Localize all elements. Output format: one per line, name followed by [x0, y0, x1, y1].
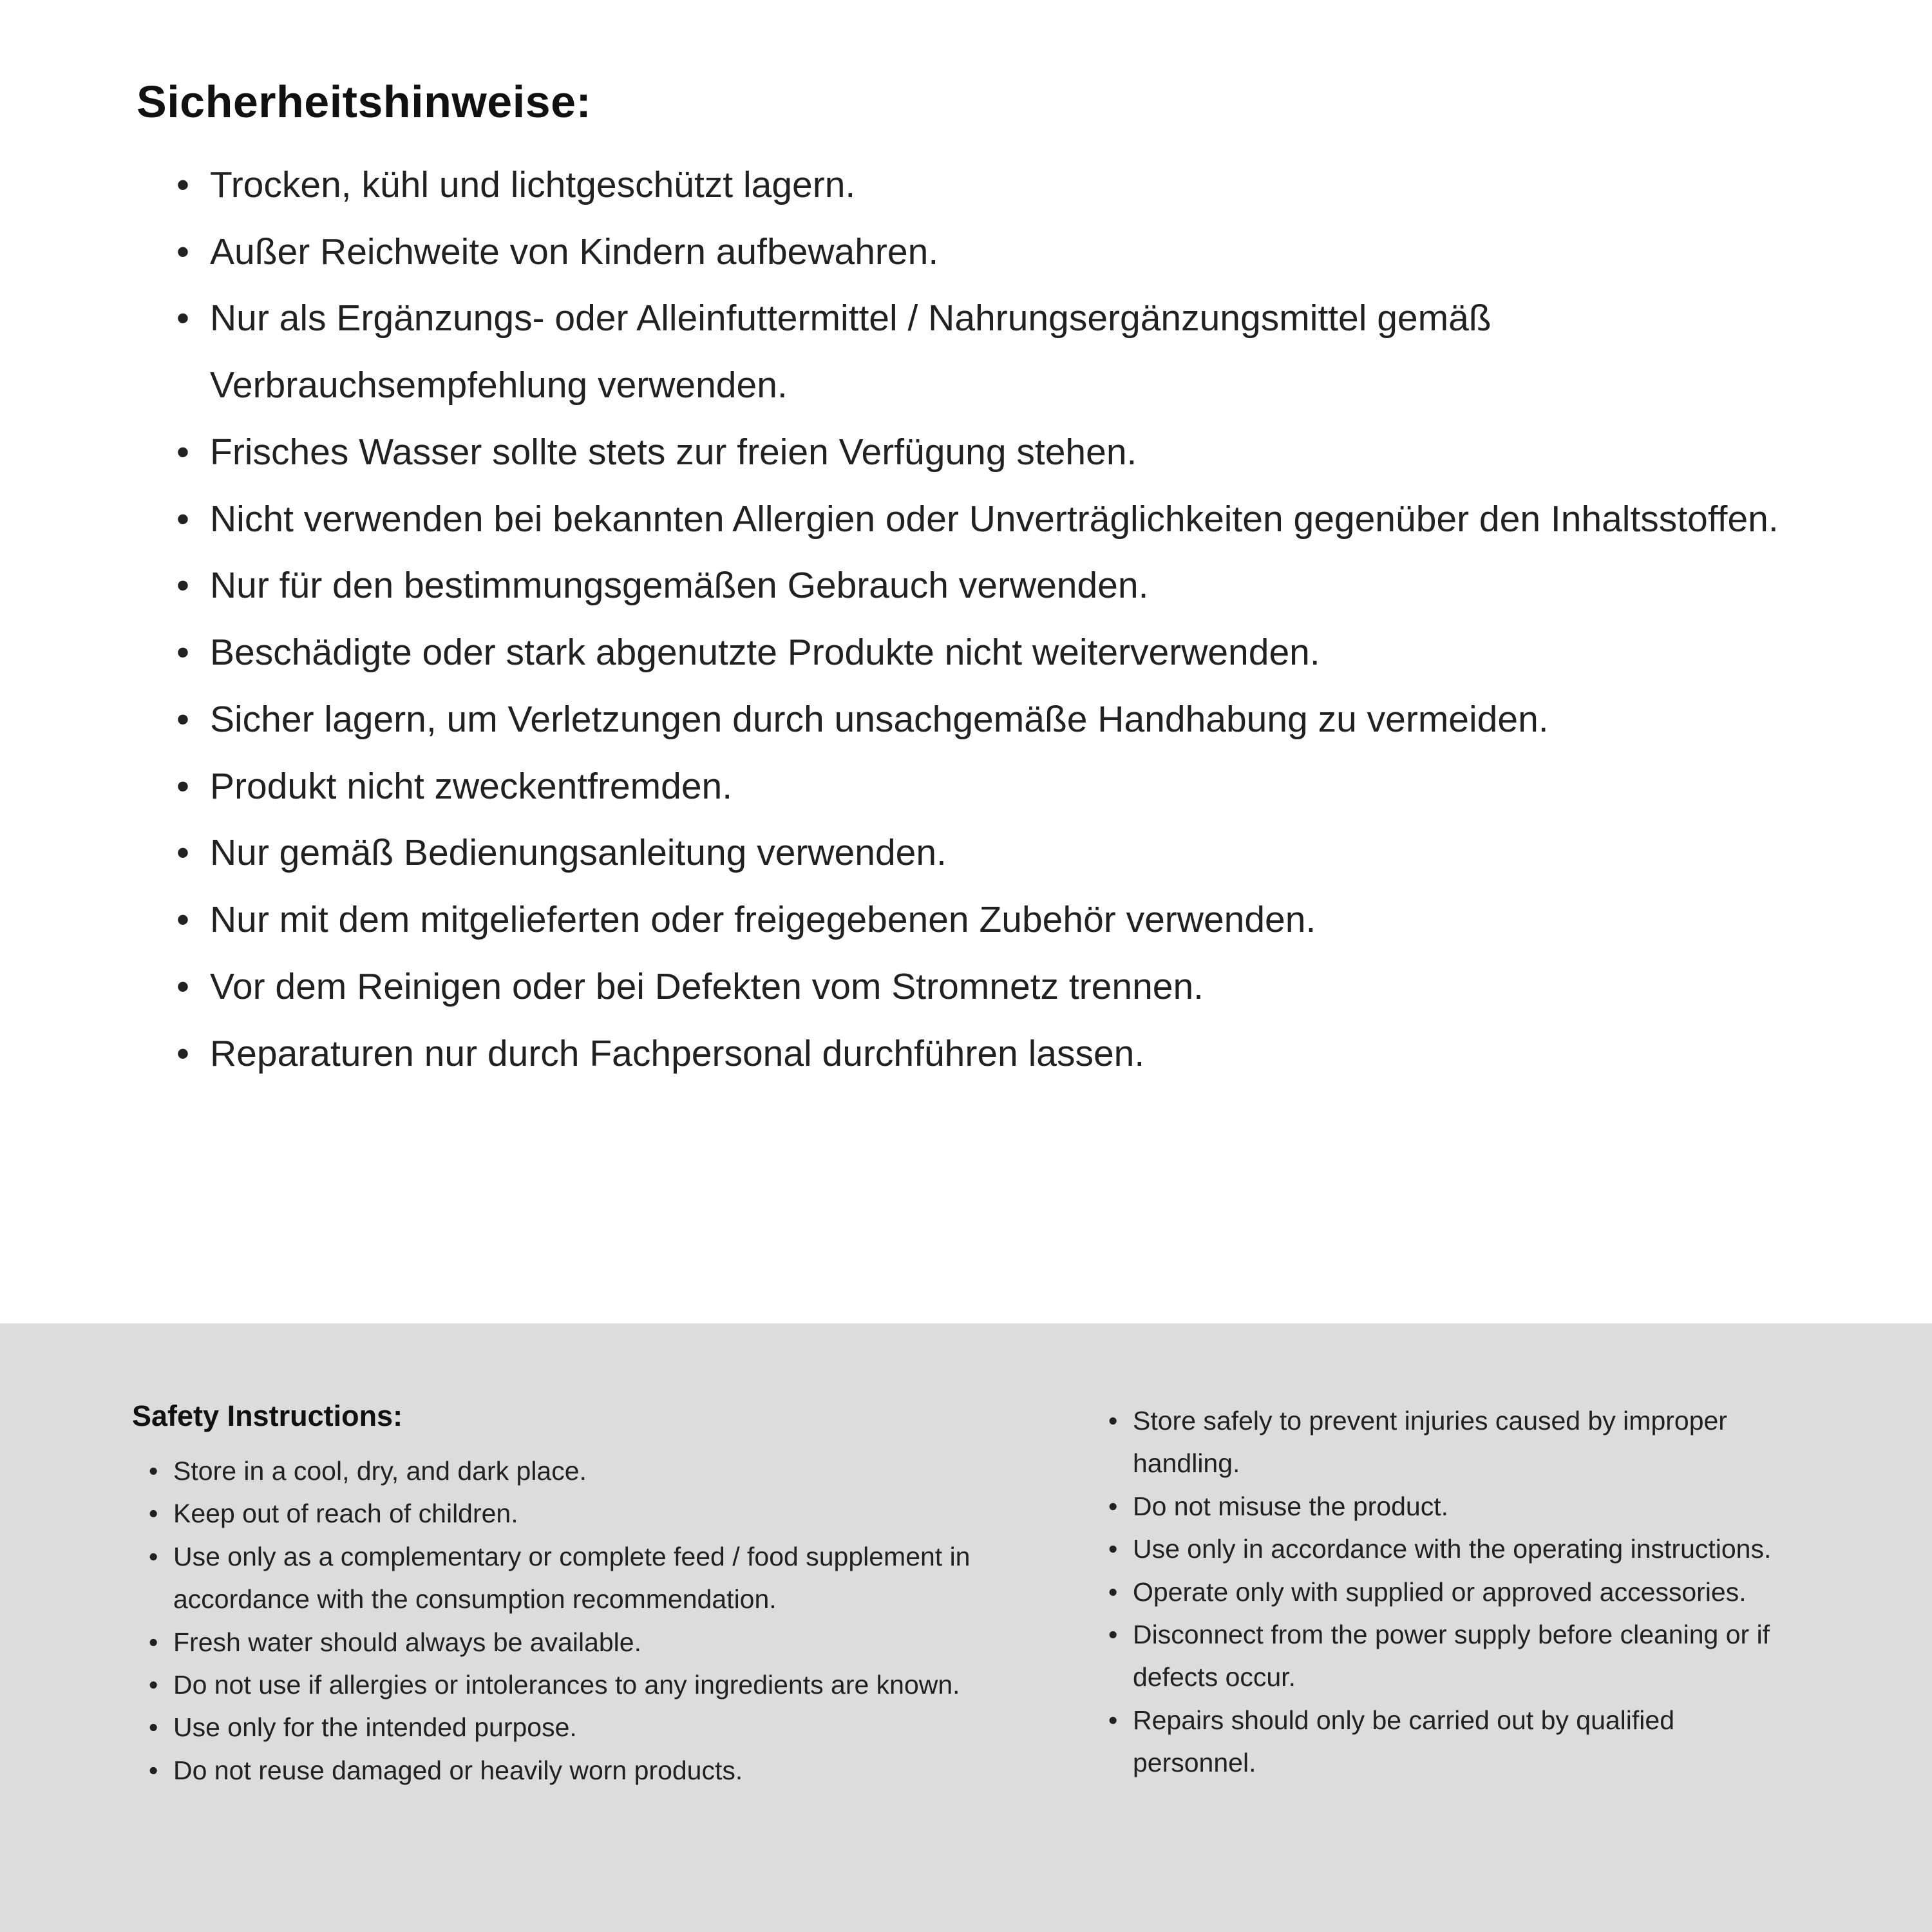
list-item: • Store safely to prevent injuries caused by improper handling.	[1108, 1399, 1803, 1485]
list-item: • Store in a cool, dry, and dark place.	[149, 1450, 1008, 1492]
list-item: • Do not use if allergies or intolerances to any ingredients are known.	[149, 1663, 1008, 1706]
english-safety-section	[0, 1323, 1932, 1932]
list-item: • Nur als Ergänzungs- oder Alleinfuttermittel / Nahrungsergänzungsmittel gemäß Verbrauchsempfehlung verwenden.	[176, 285, 1829, 419]
list-item: • Vor dem Reinigen oder bei Defekten vom Stromnetz trennen.	[176, 954, 1829, 1021]
list-item: • Beschädigte oder stark abgenutzte Produkte nicht weiterverwenden.	[176, 620, 1829, 687]
list-item: • Do not reuse damaged or heavily worn products.	[149, 1749, 1008, 1792]
list-item: • Use only as a complementary or complete feed / food supplement in accordance with the consumption recommendation.	[149, 1535, 1008, 1621]
german-section-title: Sicherheitshinweise:	[137, 77, 592, 127]
list-item: • Nur für den bestimmungsgemäßen Gebrauch verwenden.	[176, 553, 1829, 620]
list-item: • Reparaturen nur durch Fachpersonal durchführen lassen.	[176, 1021, 1829, 1088]
list-item: • Produkt nicht zweckentfremden.	[176, 753, 1829, 820]
list-item: • Nur gemäß Bedienungsanleitung verwenden.	[176, 820, 1829, 887]
english-section-title: Safety Instructions:	[132, 1399, 403, 1432]
english-left-column	[132, 1399, 1008, 1893]
list-item: • Repairs should only be carried out by qualified personnel.	[1108, 1699, 1803, 1785]
english-safety-list-right	[1092, 1399, 1803, 1785]
list-item: • Nur mit dem mitgelieferten oder freigegebenen Zubehör verwenden.	[176, 887, 1829, 954]
list-item: • Use only for the intended purpose.	[149, 1706, 1008, 1748]
list-item: • Trocken, kühl und lichtgeschützt lagern.	[176, 152, 1829, 219]
list-item: • Keep out of reach of children.	[149, 1492, 1008, 1535]
list-item: • Fresh water should always be available.	[149, 1621, 1008, 1663]
list-item: • Use only in accordance with the operating instructions.	[1108, 1528, 1803, 1570]
list-item: • Außer Reichweite von Kindern aufbewahren.	[176, 219, 1829, 286]
list-item: • Do not misuse the product.	[1108, 1485, 1803, 1528]
english-right-column	[1092, 1399, 1803, 1893]
english-safety-list-left	[132, 1450, 1008, 1792]
list-item: • Disconnect from the power supply before cleaning or if defects occur.	[1108, 1613, 1803, 1699]
list-item: • Frisches Wasser sollte stets zur freien Verfügung stehen.	[176, 419, 1829, 486]
list-item: • Sicher lagern, um Verletzungen durch unsachgemäße Handhabung zu vermeiden.	[176, 687, 1829, 753]
list-item: • Operate only with supplied or approved accessories.	[1108, 1571, 1803, 1613]
german-safety-list	[137, 152, 1829, 1087]
list-item: • Nicht verwenden bei bekannten Allergien oder Unverträglichkeiten gegenüber den Inhaltsstoffen.	[176, 486, 1829, 553]
